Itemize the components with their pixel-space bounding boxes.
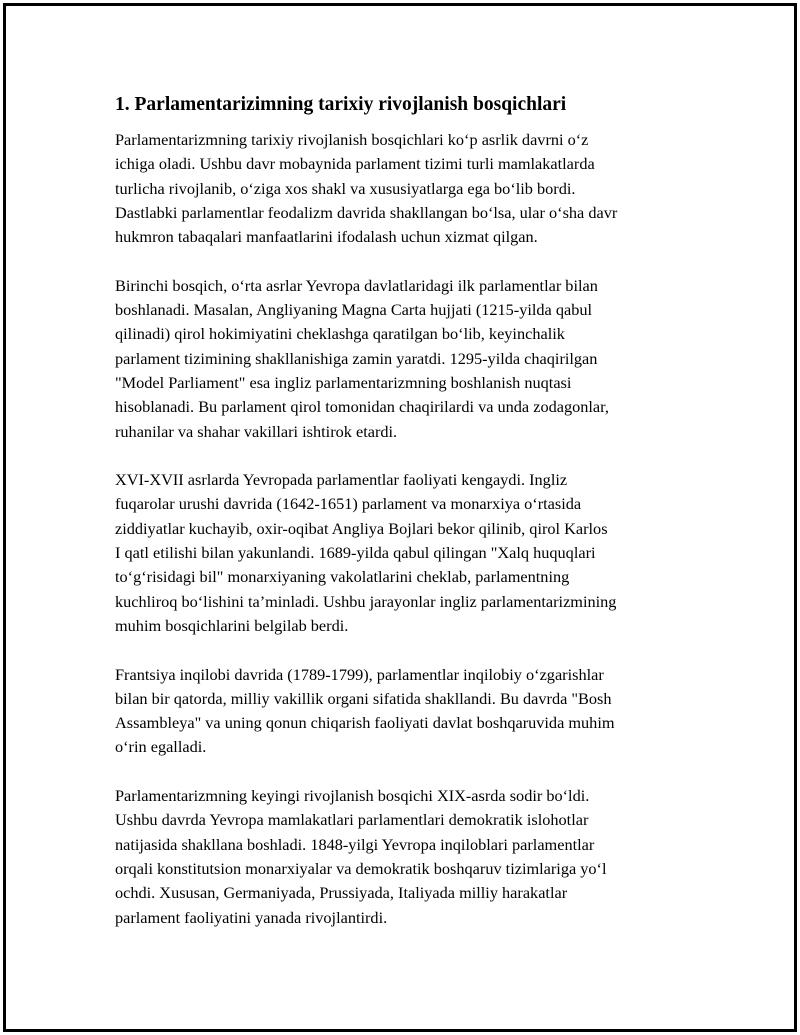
paragraph-19th-century: Parlamentarizmning keyingi rivojlanish bosqichi XIX-asrda sodir boʻldi. Ushbu davrda Yevropa mamlakatlari parlamentlari demokratik islohotlar natijasida shakllana boshladi. 1848-yilgi Yevropa inqiloblari parlamentlar orqali konstitutsion monarxiyalar va demokratik boshqaruv tizimlariga yoʻl ochdi. Xususan, Germaniyada, Prussiyada, Italiyada milliy harakatlar parlament faoliyatini yanada rivojlantirdi. [115, 786, 607, 927]
paragraph-intro: Parlamentarizmning tarixiy rivojlanish bosqichlari koʻp asrlik davrni oʻz ichiga oladi. Ushbu davr mobaynida parlament tizimi turli mamlakatlarda turlicha rivojlanib, oʻziga xos shakl va xususiyatlarga ega boʻlib bordi. Dastlabki parlamentlar feodalizm davrida shakllangan boʻlsa, ular oʻsha davr hukmron tabaqalari manfaatlarini ifodalash uchun xizmat qilgan. [115, 130, 618, 247]
paragraph-french-revolution: Frantsiya inqilobi davrida (1789-1799), parlamentlar inqilobiy oʻzgarishlar bilan bir qatorda, milliy vakillik organi sifatida shakllandi. Bu davrda "Bosh Assambleya" va uning qonun chiqarish faoliyati davlat boshqaruvida muhim oʻrin egalladi. [115, 664, 615, 757]
paragraph-first-stage: Birinchi bosqich, oʻrta asrlar Yevropa davlatlaridagi ilk parlamentlar bilan boshlanadi. Masalan, Angliyaning Magna Carta hujjati (1215-yilda qabul qilinadi) qirol hokimiyatini cheklashga qaratilgan boʻlib, keyinchalik parlament tizimining shakllanishiga zamin yaratdi. 1295-yilda chaqirilgan "Model Parliament" esa ingliz parlamentarizmning boshlanish nuqtasi hisoblanadi. Bu parlament qirol tomonidan chaqirilardi va unda zodagonlar, ruhanilar va shahar vakillari ishtirok etardi. [115, 275, 609, 441]
document-body [115, 92, 695, 954]
paragraph-16-17-centuries: XVI-XVII asrlarda Yevropada parlamentlar faoliyati kengaydi. Ingliz fuqarolar urushi davrida (1642-1651) parlament va monarxiya oʻrtasida ziddiyatlar kuchayib, oxir-oqibat Angliya Bojlari bekor qilinib, qirol Karlos I qatl etilishi bilan yakunlandi. 1689-yilda qabul qilingan "Xalq huquqlari toʻgʻrisidagi bil" monarxiyaning vakolatlarini cheklab, parlamentning kuchliroq boʻlishini taʼminladi. Ushbu jarayonlar ingliz parlamentarizmining muhim bosqichlarini belgilab berdi. [115, 470, 617, 635]
section-heading: 1. Parlamentarizimning tarixiy rivojlanish bosqichlari [115, 94, 567, 115]
